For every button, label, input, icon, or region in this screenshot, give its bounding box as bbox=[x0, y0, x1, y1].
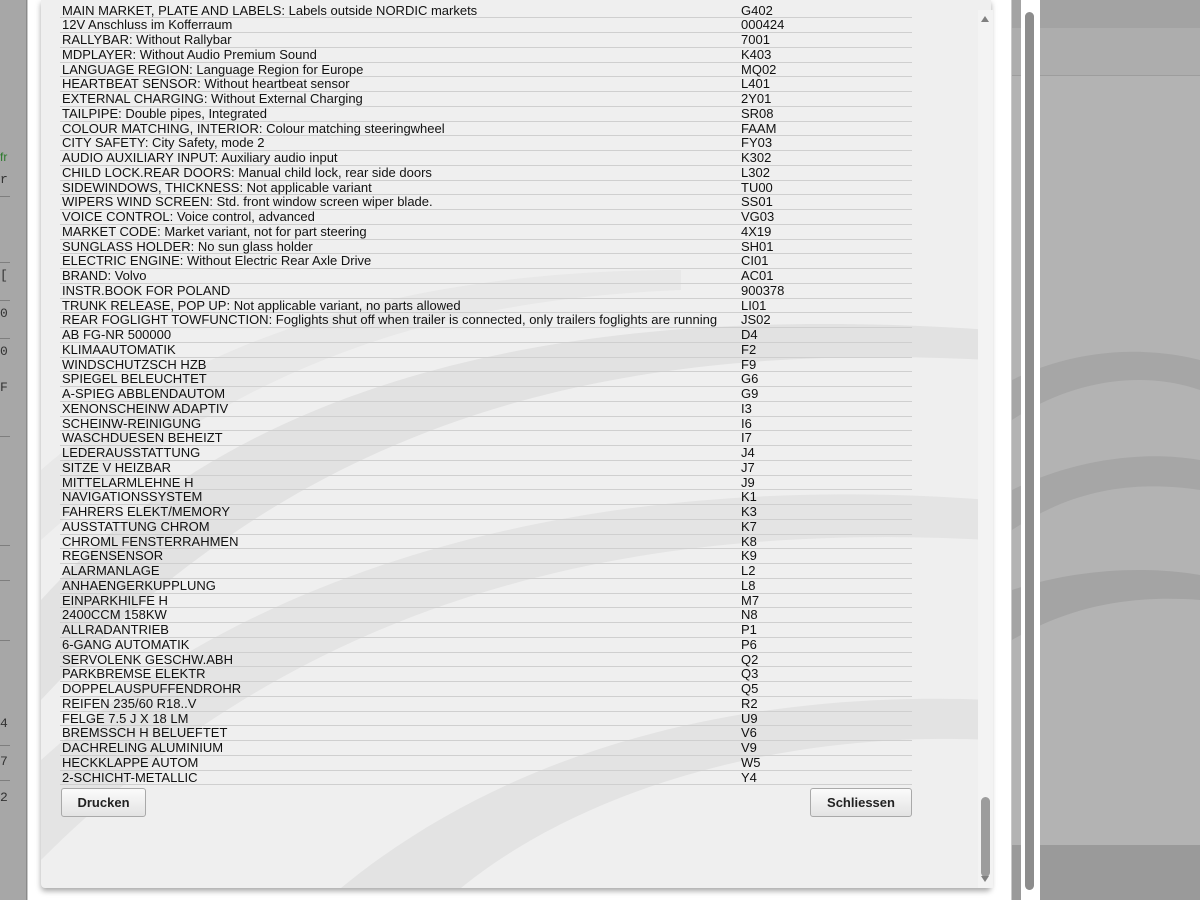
option-code: G402 bbox=[741, 2, 773, 18]
option-row bbox=[60, 549, 912, 564]
print-button[interactable]: Drucken bbox=[61, 788, 146, 817]
option-row bbox=[60, 771, 912, 786]
option-description: INSTR.BOOK FOR POLAND bbox=[62, 282, 231, 298]
dialog-scrollbar[interactable] bbox=[978, 10, 993, 888]
option-code: SS01 bbox=[741, 194, 773, 210]
option-code: 000424 bbox=[741, 17, 785, 33]
option-code: W5 bbox=[741, 754, 761, 770]
option-description: AUSSTATTUNG CHROM bbox=[62, 518, 210, 534]
option-code: M7 bbox=[741, 592, 760, 608]
option-row bbox=[60, 254, 912, 269]
option-code: I3 bbox=[741, 400, 752, 416]
option-row bbox=[60, 505, 912, 520]
option-row bbox=[60, 299, 912, 314]
background-toolbar bbox=[1012, 0, 1200, 28]
option-description: AUDIO AUXILIARY INPUT: Auxiliary audio input bbox=[62, 150, 338, 165]
option-row bbox=[60, 402, 912, 417]
option-row bbox=[60, 726, 912, 741]
option-row bbox=[60, 712, 912, 727]
option-row bbox=[60, 667, 912, 682]
background-divider bbox=[0, 262, 10, 263]
option-code: F9 bbox=[741, 356, 757, 372]
option-code: J7 bbox=[741, 459, 755, 475]
option-description: SIDEWINDOWS, THICKNESS: Not applicable variant bbox=[62, 179, 372, 195]
background-divider bbox=[0, 780, 10, 781]
option-description: ALARMANLAGE bbox=[62, 563, 160, 578]
option-description: DOPPELAUSPUFFENDROHR bbox=[62, 681, 242, 696]
option-description: ALLRADANTRIEB bbox=[62, 622, 169, 637]
option-code: F2 bbox=[741, 341, 757, 357]
option-code: R2 bbox=[741, 695, 758, 711]
option-code: K9 bbox=[741, 548, 757, 564]
option-description: AB FG-NR 500000 bbox=[62, 327, 172, 342]
option-row bbox=[60, 564, 912, 579]
option-description: CHROML FENSTERRAHMEN bbox=[62, 533, 239, 549]
dialog-scrollbar-thumb[interactable] bbox=[981, 797, 990, 877]
option-code: V9 bbox=[741, 740, 757, 755]
option-description: SUNGLASS HOLDER: No sun glass holder bbox=[62, 238, 313, 254]
option-code: 7001 bbox=[741, 32, 770, 47]
option-code: AC01 bbox=[741, 268, 774, 283]
option-code: Y4 bbox=[741, 769, 757, 785]
option-row bbox=[60, 608, 912, 623]
option-description: SITZE V HEIZBAR bbox=[62, 459, 172, 475]
background-divider bbox=[0, 196, 10, 197]
option-description: WINDSCHUTZSCH HZB bbox=[62, 356, 207, 372]
option-description: VOICE CONTROL: Voice control, advanced bbox=[62, 209, 315, 224]
option-row bbox=[60, 579, 912, 594]
option-code: P6 bbox=[741, 636, 757, 652]
option-description: TAILPIPE: Double pipes, Integrated bbox=[62, 105, 267, 121]
background-fragment: 7 bbox=[0, 754, 8, 769]
option-code: K403 bbox=[741, 46, 772, 62]
option-row bbox=[60, 387, 912, 402]
option-row bbox=[60, 697, 912, 712]
option-code: FY03 bbox=[741, 135, 773, 151]
option-description: COLOUR MATCHING, INTERIOR: Colour matching steeringwheel bbox=[62, 120, 445, 136]
background-fragment: 0 bbox=[0, 306, 8, 321]
option-description: TRUNK RELEASE, POP UP: Not applicable variant, no parts allowed bbox=[62, 297, 461, 313]
option-row bbox=[60, 151, 912, 166]
option-row bbox=[60, 18, 912, 33]
option-code: 900378 bbox=[741, 282, 785, 298]
background-fragment: F bbox=[0, 380, 8, 395]
option-description: HECKKLAPPE AUTOM bbox=[62, 754, 199, 770]
option-description: HEARTBEAT SENSOR: Without heartbeat sensor bbox=[62, 76, 350, 92]
option-description: MAIN MARKET, PLATE AND LABELS: Labels outside NORDIC markets bbox=[62, 2, 478, 18]
option-code: TU00 bbox=[741, 179, 773, 195]
option-description: FELGE 7.5 J X 18 LM bbox=[62, 710, 189, 726]
option-code: MQ02 bbox=[741, 61, 777, 77]
option-description: ELECTRIC ENGINE: Without Electric Rear Axle Drive bbox=[62, 253, 372, 269]
option-code: J9 bbox=[741, 474, 755, 490]
option-row bbox=[60, 48, 912, 63]
option-code: J4 bbox=[741, 445, 755, 460]
option-code: SH01 bbox=[741, 238, 774, 254]
option-description: MDPLAYER: Without Audio Premium Sound bbox=[62, 46, 317, 62]
option-description: LANGUAGE REGION: Language Region for Europe bbox=[62, 61, 364, 77]
option-code: D4 bbox=[741, 327, 758, 342]
option-description: KLIMAAUTOMATIK bbox=[62, 341, 176, 357]
option-code: Q3 bbox=[741, 666, 759, 682]
option-description: CHILD LOCK.REAR DOORS: Manual child lock, rear side doors bbox=[62, 164, 432, 180]
background-divider bbox=[0, 745, 10, 746]
option-row bbox=[60, 756, 912, 771]
option-row bbox=[60, 63, 912, 78]
option-row bbox=[60, 240, 912, 255]
option-row bbox=[60, 181, 912, 196]
background-divider bbox=[0, 640, 10, 641]
option-row bbox=[60, 4, 912, 19]
page-scrollbar[interactable] bbox=[1021, 0, 1040, 900]
option-code: K8 bbox=[741, 533, 757, 549]
option-description: MARKET CODE: Market variant, not for part steering bbox=[62, 223, 367, 239]
option-row bbox=[60, 166, 912, 181]
option-code: 4X19 bbox=[741, 223, 772, 239]
option-row bbox=[60, 343, 912, 358]
option-row bbox=[60, 461, 912, 476]
option-row bbox=[60, 92, 912, 107]
option-code: L302 bbox=[741, 164, 770, 180]
option-description: FAHRERS ELEKT/MEMORY bbox=[62, 504, 231, 519]
option-code: VG03 bbox=[741, 209, 775, 224]
scroll-down-arrow-icon[interactable] bbox=[981, 876, 989, 882]
background-fragment: 0 bbox=[0, 344, 8, 359]
option-description: SCHEINW-REINIGUNG bbox=[62, 415, 202, 431]
option-description: LEDERAUSSTATTUNG bbox=[62, 445, 201, 460]
option-code: G6 bbox=[741, 371, 759, 387]
page-scrollbar-thumb[interactable] bbox=[1025, 12, 1034, 890]
option-code: P1 bbox=[741, 622, 757, 637]
option-description: ANHAENGERKUPPLUNG bbox=[62, 577, 216, 593]
option-row bbox=[60, 77, 912, 92]
option-description: BRAND: Volvo bbox=[62, 268, 147, 283]
option-description: 12V Anschluss im Kofferraum bbox=[62, 17, 233, 33]
background-header bbox=[1012, 28, 1200, 76]
option-description: REGENSENSOR bbox=[62, 548, 164, 564]
option-description: DACHRELING ALUMINIUM bbox=[62, 740, 224, 755]
options-dialog bbox=[27, 0, 1012, 900]
option-code: Q5 bbox=[741, 681, 759, 696]
option-code: L2 bbox=[741, 563, 756, 578]
option-description: 2400CCM 158KW bbox=[62, 607, 167, 623]
background-swoosh-graphic bbox=[1012, 340, 1200, 660]
option-row bbox=[60, 417, 912, 432]
option-row bbox=[60, 372, 912, 387]
option-row bbox=[60, 594, 912, 609]
option-description: PARKBREMSE ELEKTR bbox=[62, 666, 206, 682]
background-fragment: 2 bbox=[0, 790, 8, 805]
option-row bbox=[60, 741, 912, 756]
background-divider bbox=[0, 580, 10, 581]
option-code: G9 bbox=[741, 386, 759, 401]
option-description: RALLYBAR: Without Rallybar bbox=[62, 32, 232, 47]
option-description: 2-SCHICHT-METALLIC bbox=[62, 769, 198, 785]
background-divider bbox=[0, 338, 10, 339]
option-code: V6 bbox=[741, 725, 757, 741]
option-description: SERVOLENK GESCHW.ABH bbox=[62, 651, 233, 667]
option-row bbox=[60, 313, 912, 328]
option-code: I7 bbox=[741, 430, 752, 446]
option-row bbox=[60, 195, 912, 210]
options-panel bbox=[41, 0, 991, 888]
option-code: L401 bbox=[741, 76, 770, 92]
option-row bbox=[60, 653, 912, 668]
option-code: JS02 bbox=[741, 312, 771, 328]
option-description: EINPARKHILFE H bbox=[62, 592, 168, 608]
option-description: MITTELARMLEHNE H bbox=[62, 474, 194, 490]
option-row bbox=[60, 682, 912, 697]
option-description: REIFEN 235/60 R18..V bbox=[62, 695, 197, 711]
option-row bbox=[60, 520, 912, 535]
option-row bbox=[60, 490, 912, 505]
option-description: BREMSSCH H BELUEFTET bbox=[62, 725, 228, 741]
option-row bbox=[60, 535, 912, 550]
option-row bbox=[60, 269, 912, 284]
option-description: XENONSCHEINW ADAPTIV bbox=[62, 400, 229, 416]
background-divider bbox=[0, 300, 10, 301]
option-code: SR08 bbox=[741, 105, 774, 121]
option-row bbox=[60, 284, 912, 299]
option-code: K302 bbox=[741, 150, 772, 165]
option-row bbox=[60, 225, 912, 240]
option-row bbox=[60, 431, 912, 446]
option-description: EXTERNAL CHARGING: Without External Charging bbox=[62, 91, 363, 106]
option-row bbox=[60, 33, 912, 48]
option-code: U9 bbox=[741, 710, 758, 726]
option-code: N8 bbox=[741, 607, 758, 623]
option-row bbox=[60, 107, 912, 122]
option-code: Q2 bbox=[741, 651, 759, 667]
option-code: L8 bbox=[741, 577, 756, 593]
background-left-panel bbox=[0, 0, 27, 900]
option-row bbox=[60, 136, 912, 151]
background-divider bbox=[0, 436, 10, 437]
option-code: K7 bbox=[741, 518, 757, 534]
background-fragment: 4 bbox=[0, 716, 8, 731]
option-row bbox=[60, 638, 912, 653]
background-fragment: fr bbox=[0, 150, 8, 164]
option-code: 2Y01 bbox=[741, 91, 772, 106]
background-fragment: r bbox=[0, 172, 8, 187]
option-description: SPIEGEL BELEUCHTET bbox=[62, 371, 207, 387]
option-description: CITY SAFETY: City Safety, mode 2 bbox=[62, 135, 265, 151]
option-description: WIPERS WIND SCREEN: Std. front window screen wiper blade. bbox=[62, 194, 433, 210]
option-row bbox=[60, 210, 912, 225]
background-divider bbox=[0, 545, 10, 546]
option-row bbox=[60, 358, 912, 373]
option-code: K1 bbox=[741, 489, 757, 505]
option-row bbox=[60, 476, 912, 491]
option-description: 6-GANG AUTOMATIK bbox=[62, 636, 190, 652]
option-code: CI01 bbox=[741, 253, 769, 269]
background-footer bbox=[1012, 845, 1200, 900]
option-row bbox=[60, 623, 912, 638]
option-description: REAR FOGLIGHT TOWFUNCTION: Foglights shut off when trailer is connected, only trailers foglights are running bbox=[62, 312, 718, 328]
option-row bbox=[60, 328, 912, 343]
option-code: FAAM bbox=[741, 120, 777, 136]
option-description: WASCHDUESEN BEHEIZT bbox=[62, 430, 223, 446]
close-button[interactable]: Schliessen bbox=[810, 788, 912, 817]
background-fragment: [ bbox=[0, 268, 8, 283]
option-description: NAVIGATIONSSYSTEM bbox=[62, 489, 203, 505]
option-code: K3 bbox=[741, 504, 757, 519]
option-row bbox=[60, 446, 912, 461]
option-code: I6 bbox=[741, 415, 752, 431]
scroll-up-arrow-icon[interactable] bbox=[981, 16, 989, 22]
option-row bbox=[60, 122, 912, 137]
option-code: LI01 bbox=[741, 297, 767, 313]
option-description: A-SPIEG ABBLENDAUTOM bbox=[62, 386, 226, 401]
